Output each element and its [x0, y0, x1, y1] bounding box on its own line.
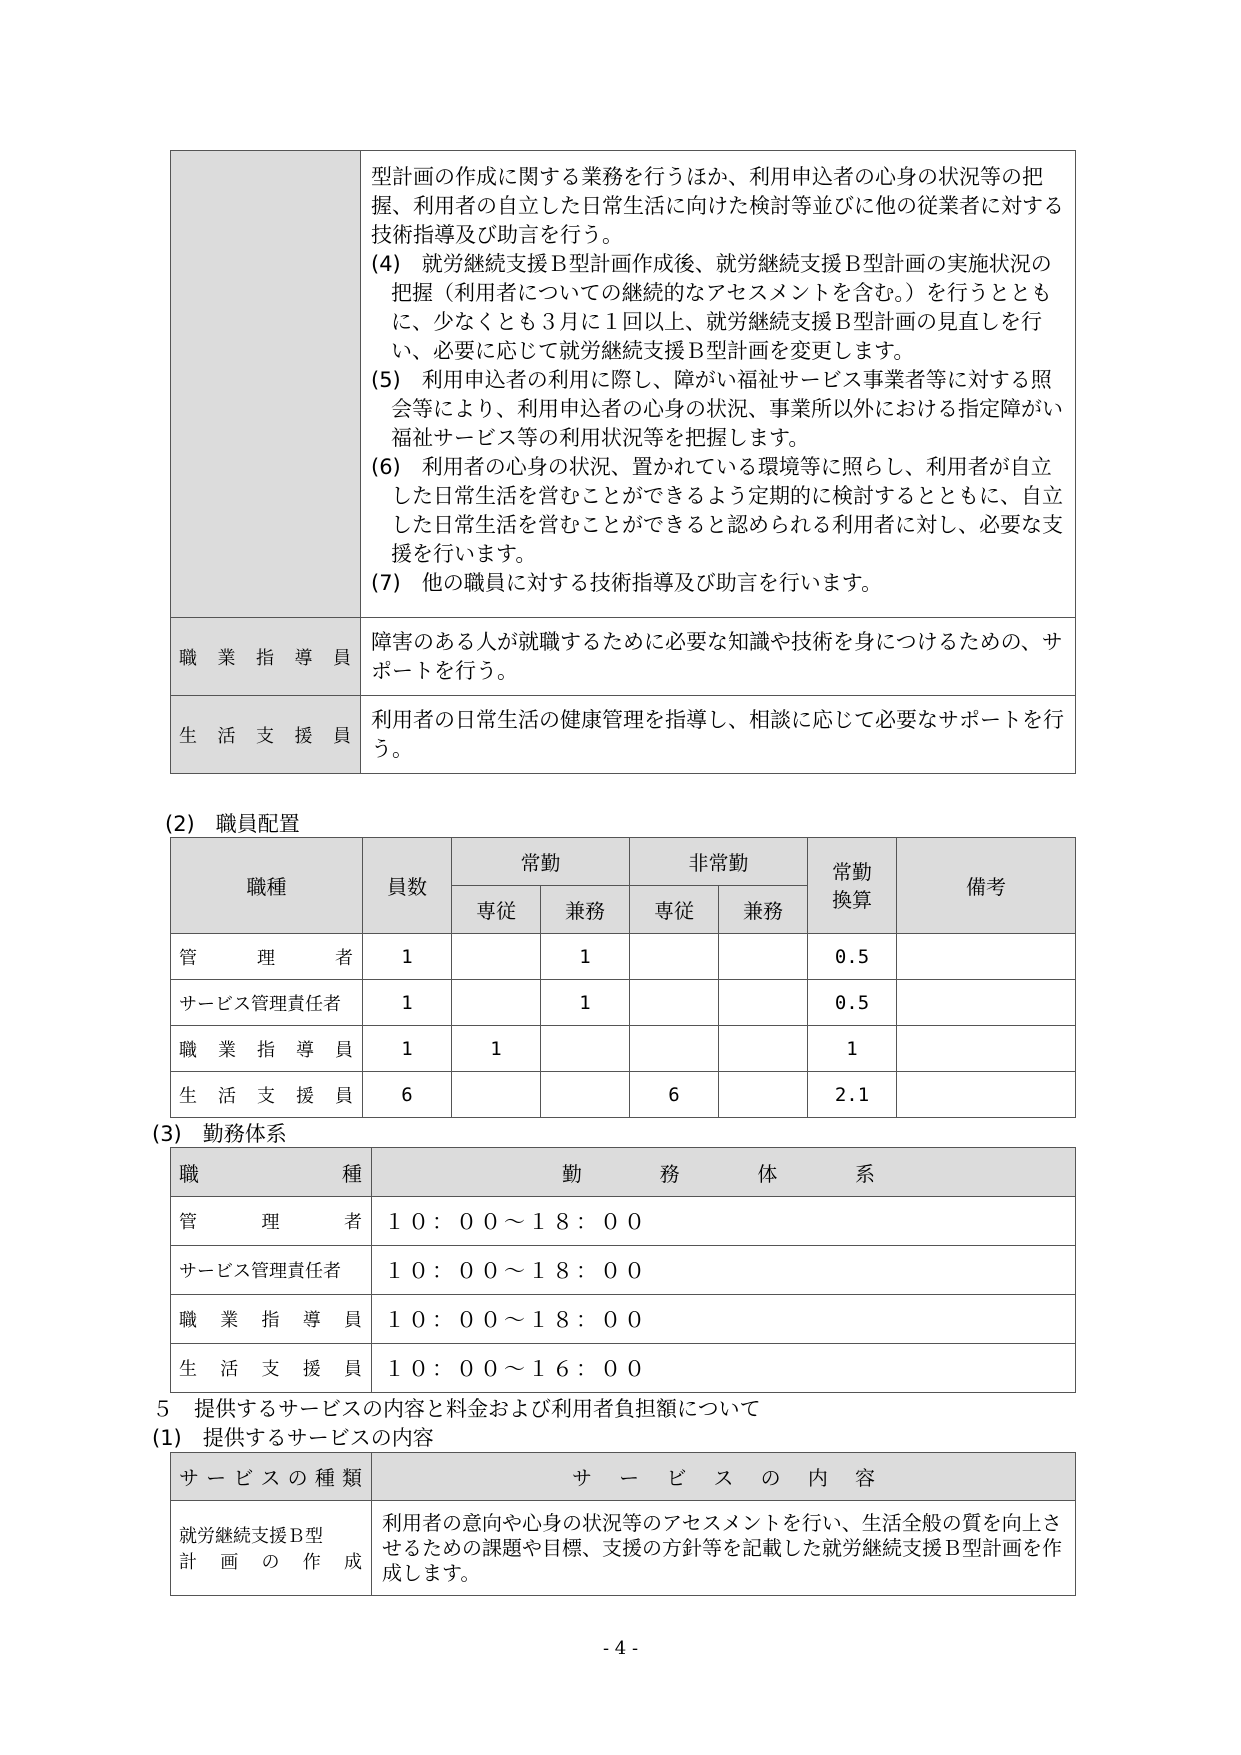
header-fulltime: 常勤 [452, 838, 630, 886]
duties-desc-cell: 障害のある人が就職するために必要な知識や技術を身につけるための、サポートを行う。 [361, 618, 1076, 696]
service-kind-line1: 就労継続支援Ｂ型 [179, 1526, 323, 1547]
hours-cell: １０：００〜１６：００ [372, 1344, 1076, 1393]
notes-cell [897, 934, 1076, 980]
duties-desc-cell [361, 151, 1076, 618]
service-content-cell: 利用者の意向や心身の状況等のアセスメントを行い、生活全般の質を向上させるための課題や目標、支援の方針等を記載した就労継続支援Ｂ型計画を作成します。 [372, 1501, 1076, 1596]
header-ft-concurrent: 兼務 [541, 886, 630, 934]
role-cell: 生活支援員 [171, 1072, 363, 1118]
conversion-cell: 0.5 [808, 934, 897, 980]
header-count: 員数 [363, 838, 452, 934]
header-service-kind: サービスの種類 [171, 1453, 372, 1501]
count-cell: 1 [363, 934, 452, 980]
staffing-table [170, 837, 1076, 1118]
sub-heading-service-content: (1) 提供するサービスの内容 [152, 1426, 434, 1450]
section-heading-services: ５ 提供するサービスの内容と料金および利用者負担額について [152, 1397, 761, 1421]
count-cell: 1 [363, 980, 452, 1026]
header-type: 職種 [171, 1148, 372, 1197]
duties-role-cell: 生活支援員 [171, 696, 361, 774]
role-cell: サービス管理責任者 [171, 980, 363, 1026]
duty-item-7: (7) 他の職員に対する技術指導及び助言を行います。 [371, 571, 883, 595]
pt-concurrent-cell [719, 1026, 808, 1072]
pt-dedicated-cell [630, 980, 719, 1026]
header-pt-concurrent: 兼務 [719, 886, 808, 934]
duty-item-5: (5) 利用申込者の利用に際し、障がい福祉サービス事業者等に対する照会等により、利用申込者の心身の状況、事業所以外における指定障がい福祉サービス等の利用状況等を把握します。 [371, 368, 1063, 450]
ft-dedicated-cell [452, 980, 541, 1026]
role-cell: 職業指導員 [171, 1295, 372, 1344]
duty-item-6: (6) 利用者の心身の状況、置かれている環境等に照らし、利用者が自立した日常生活を営むことができるよう定期的に検討するとともに、自立した日常生活を営むことができると認められる利用者に対し、必要な支援を行います。 [371, 455, 1063, 566]
role-cell: 職業指導員 [171, 1026, 363, 1072]
table-row [171, 980, 1076, 1026]
section-heading-work-system: (3) 勤務体系 [152, 1122, 287, 1146]
page-number: - 4 - [602, 1638, 639, 1659]
section-heading-staffing: (2) 職員配置 [165, 812, 300, 836]
table-row [171, 1344, 1076, 1393]
pt-concurrent-cell [719, 1072, 808, 1118]
header-service-content-text: サービスの内容 [572, 1466, 875, 1490]
table-row [171, 1246, 1076, 1295]
pt-concurrent-cell [719, 980, 808, 1026]
duties-role-cell: 職業指導員 [171, 618, 361, 696]
notes-cell [897, 1072, 1076, 1118]
ft-concurrent-cell: 1 [541, 980, 630, 1026]
duties-desc-text: 型計画の作成に関する業務を行うほか、利用申込者の心身の状況等の把握、利用者の自立した日常生活に向けた検討等並びに他の従業者に対する技術指導及び助言を行う。 [371, 165, 1064, 247]
hours-cell: １０：００〜１８：００ [372, 1197, 1076, 1246]
header-system [372, 1148, 1076, 1197]
table-row [171, 1026, 1076, 1072]
role-cell: 管理者 [171, 934, 363, 980]
service-kind-line2: 計画の作成 [179, 1552, 363, 1573]
hours-cell: １０：００〜１８：００ [372, 1295, 1076, 1344]
duties-table [170, 150, 1076, 774]
pt-dedicated-cell [630, 1026, 719, 1072]
service-kind-cell [171, 1501, 372, 1596]
header-notes: 備考 [897, 838, 1076, 934]
header-parttime: 非常勤 [630, 838, 808, 886]
header-system-text: 勤務体系 [562, 1161, 875, 1186]
role-cell: サービス管理責任者 [171, 1246, 372, 1295]
header-type: 職種 [171, 838, 363, 934]
header-pt-dedicated: 専従 [630, 886, 719, 934]
ft-concurrent-cell [541, 1072, 630, 1118]
ft-dedicated-cell [452, 1072, 541, 1118]
conversion-cell: 0.5 [808, 980, 897, 1026]
pt-concurrent-cell [719, 934, 808, 980]
notes-cell [897, 1026, 1076, 1072]
ft-dedicated-cell [452, 934, 541, 980]
count-cell: 1 [363, 1026, 452, 1072]
header-service-content [372, 1453, 1076, 1501]
table-row [171, 1072, 1076, 1118]
role-cell: 生活支援員 [171, 1344, 372, 1393]
notes-cell [897, 980, 1076, 1026]
duties-desc-cell: 利用者の日常生活の健康管理を指導し、相談に応じて必要なサポートを行う。 [361, 696, 1076, 774]
pt-dedicated-cell: 6 [630, 1072, 719, 1118]
role-cell: 管理者 [171, 1197, 372, 1246]
header-ft-dedicated: 専従 [452, 886, 541, 934]
service-content-table [170, 1452, 1076, 1596]
count-cell: 6 [363, 1072, 452, 1118]
conversion-cell: 2.1 [808, 1072, 897, 1118]
duties-role-cell-blank [171, 151, 361, 618]
header-conversion: 常勤 換算 [808, 838, 897, 934]
work-system-table [170, 1147, 1076, 1393]
conversion-cell: 1 [808, 1026, 897, 1072]
duty-item-4: (4) 就労継続支援Ｂ型計画作成後、就労継続支援Ｂ型計画の実施状況の把握（利用者についての継続的なアセスメントを含む。）を行うとともに、少なくとも３月に１回以上、就労継続支援Ｂ型計画の見直しを行い、必要に応じて就労継続支援Ｂ型計画を変更します。 [371, 252, 1052, 363]
table-row [171, 1197, 1076, 1246]
table-row [171, 934, 1076, 980]
ft-concurrent-cell [541, 1026, 630, 1072]
ft-concurrent-cell: 1 [541, 934, 630, 980]
table-row [171, 1295, 1076, 1344]
table-row [171, 1501, 1076, 1596]
hours-cell: １０：００〜１８：００ [372, 1246, 1076, 1295]
ft-dedicated-cell: 1 [452, 1026, 541, 1072]
pt-dedicated-cell [630, 934, 719, 980]
